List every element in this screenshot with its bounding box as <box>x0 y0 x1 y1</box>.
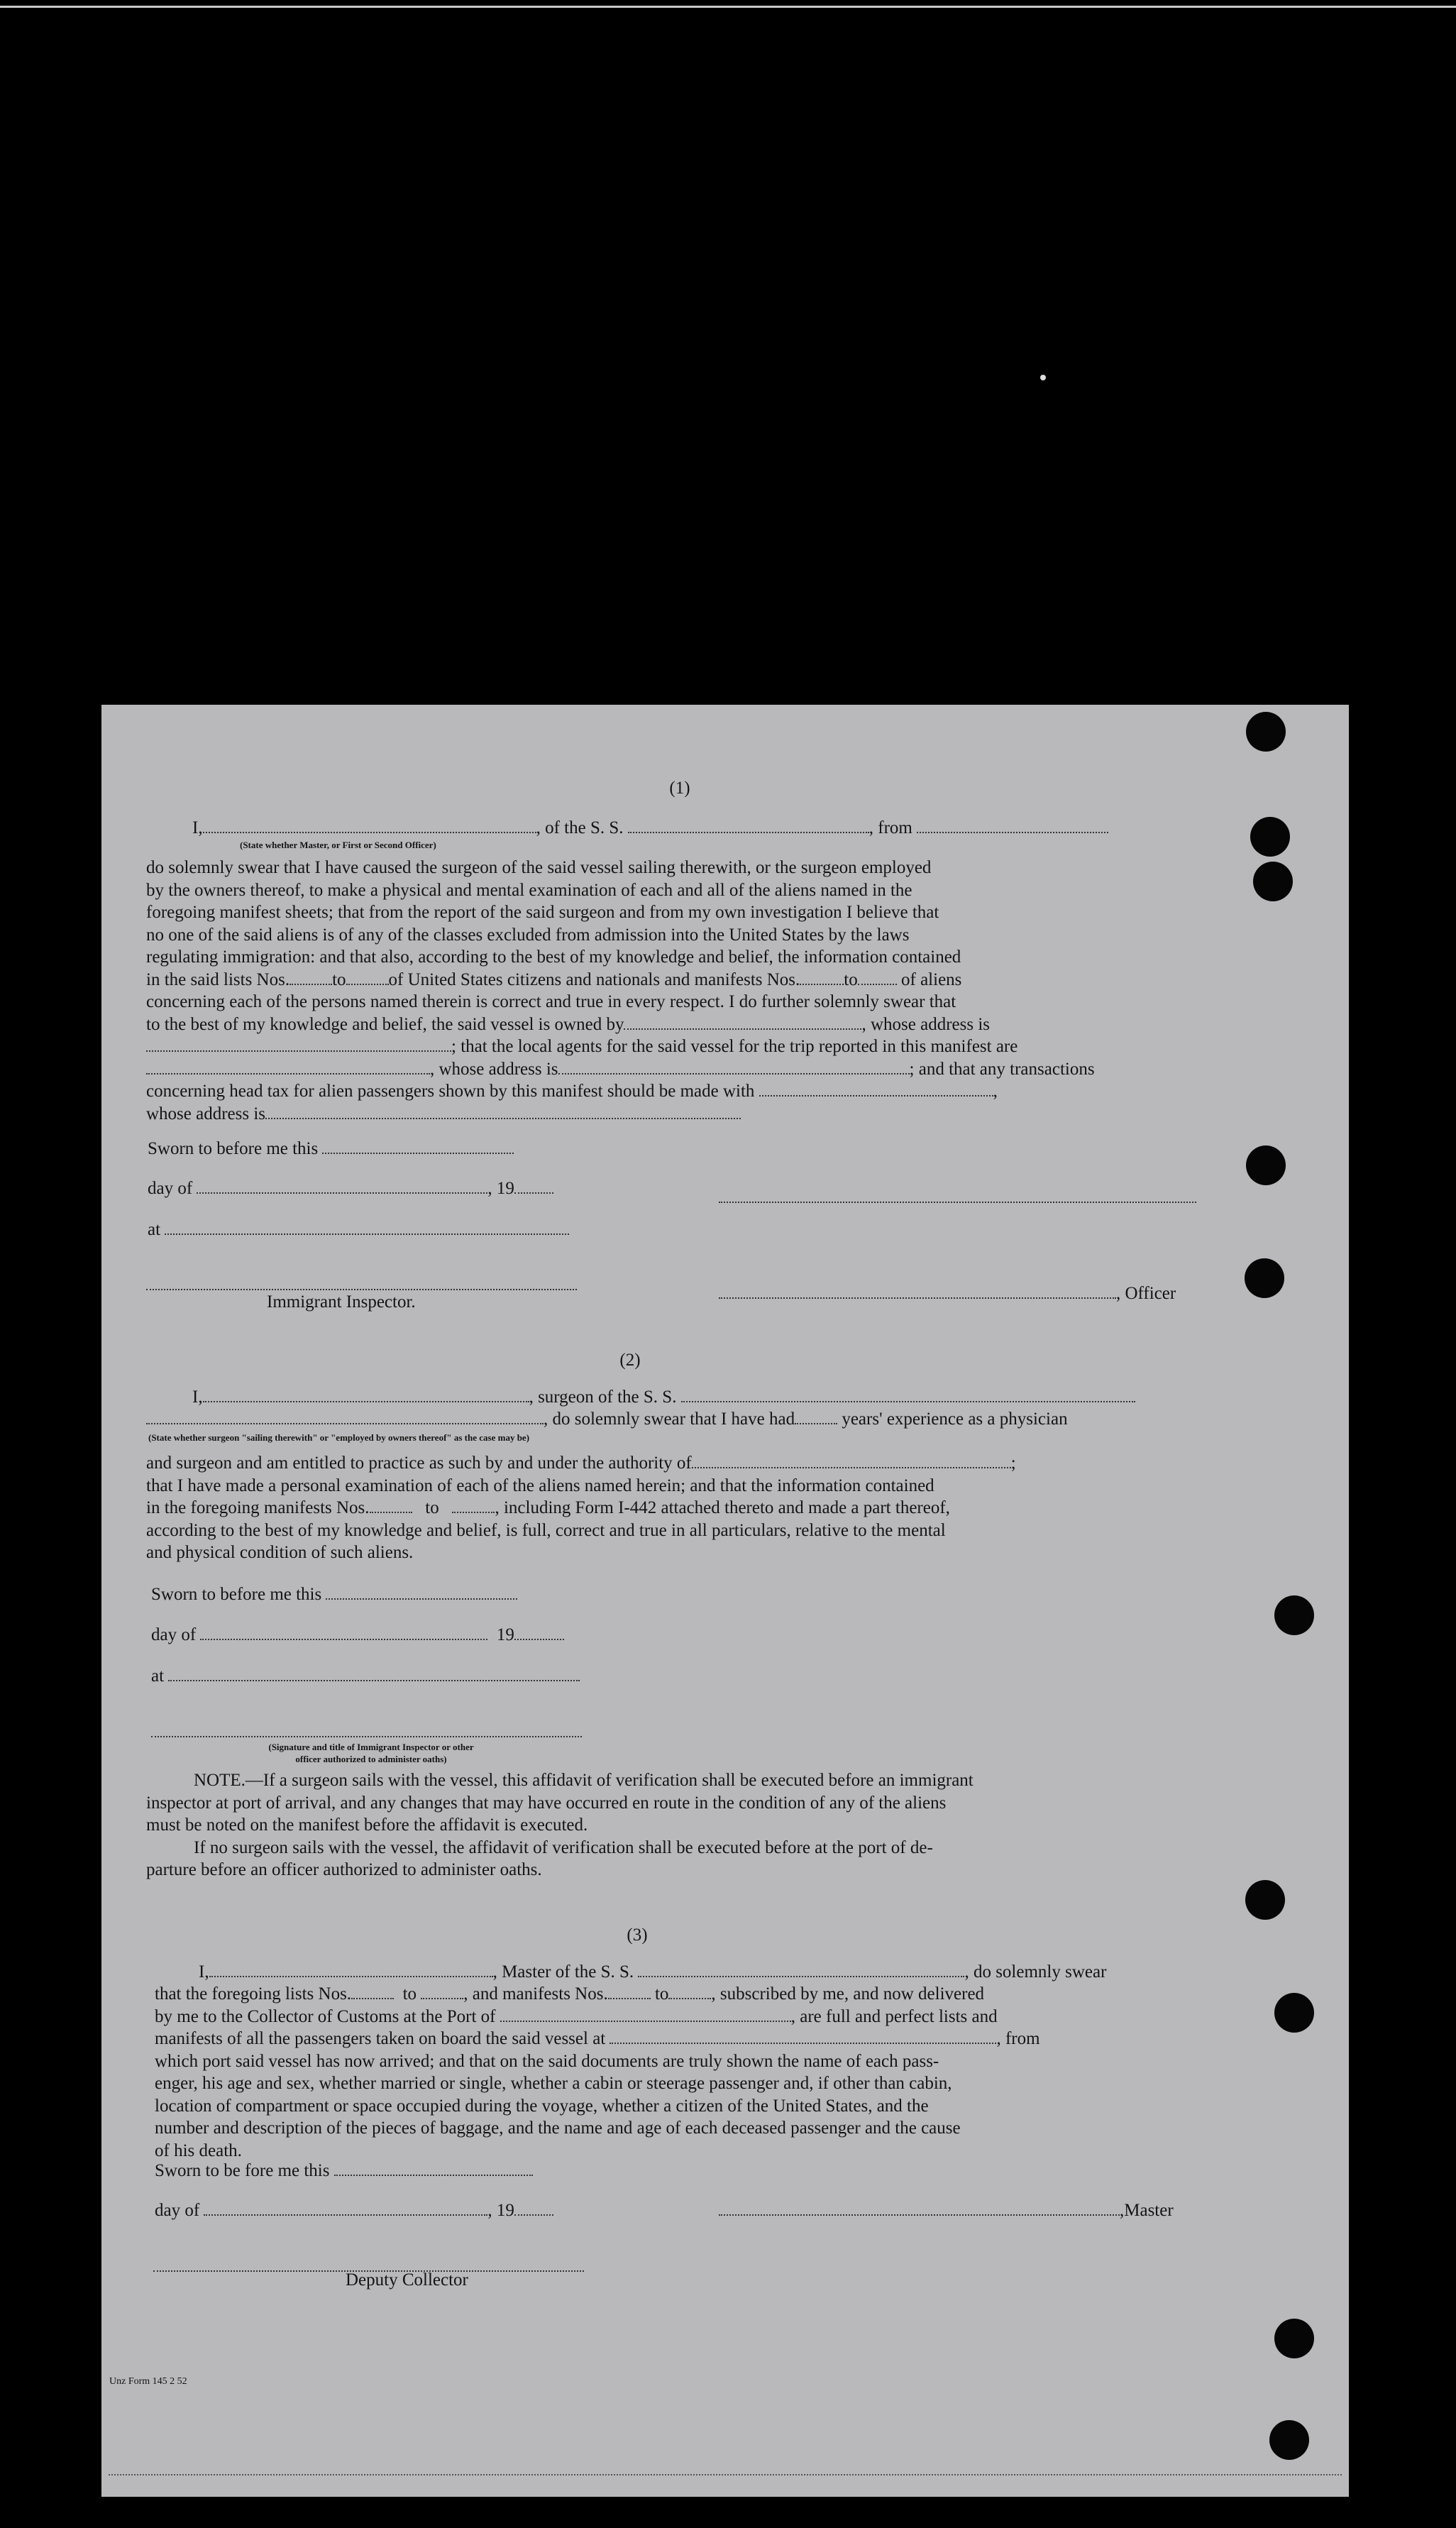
master-name-blank <box>209 1963 493 1977</box>
caption-line: officer authorized to administer oaths) <box>295 1754 447 1764</box>
headtax-blank <box>759 1082 993 1097</box>
section-2-body <box>146 1452 1303 1564</box>
text: , including Form I-442 attached thereto and made a part thereof, <box>495 1498 950 1517</box>
from-blank <box>917 819 1108 833</box>
punch-hole <box>1274 1595 1314 1635</box>
section-2-line-2 <box>146 1409 1068 1429</box>
list-to-blank <box>346 971 389 985</box>
sworn-blank <box>326 1586 517 1600</box>
text: , from <box>996 2029 1040 2048</box>
text: , whose address is <box>861 1014 990 1034</box>
manifest-to-blank <box>858 971 897 985</box>
list-to-blank <box>421 1985 463 1999</box>
dust-speck <box>1040 375 1046 380</box>
text: by me to the Collector of Customs at the Port of <box>155 2006 496 2026</box>
body-line: that I have made a personal examination of each of the aliens named herein; and that the information contained <box>146 1475 934 1495</box>
body-line: regulating immigration: and that also, according to the best of my knowledge and belief, the information contained <box>146 947 961 967</box>
text: at <box>148 1220 161 1239</box>
officer-line <box>719 1284 1176 1304</box>
agent-blank <box>146 1060 430 1075</box>
body-line-authority <box>146 1452 1303 1475</box>
punch-hole <box>1246 1145 1286 1185</box>
text: , and manifests Nos. <box>463 1984 608 2004</box>
text: , <box>993 1082 998 1101</box>
manifest-from-blank <box>370 1499 412 1513</box>
text: , 19 <box>487 2201 514 2220</box>
text: , do solemnly swear that I have had <box>544 1409 795 1429</box>
agent-address-blank <box>558 1060 910 1075</box>
text: at <box>151 1666 165 1686</box>
body-line-lists <box>146 969 1299 991</box>
body-line: foregoing manifest sheets; that from the report of the said surgeon and from my own investigation I believe that <box>146 903 939 922</box>
text-from: , from <box>868 818 912 837</box>
body-line: do solemnly swear that I have caused the surgeon of the said vessel sailing therewith, or the surgeon employed <box>146 858 932 877</box>
owner-blank <box>624 1016 861 1030</box>
text: day of <box>151 1625 197 1644</box>
master-vessel-blank <box>638 1963 964 1977</box>
punch-hole <box>1250 817 1290 857</box>
text: of United States citizens and nationals and manifests Nos. <box>388 969 800 989</box>
section-2-number: (2) <box>619 1351 641 1370</box>
boarded-at-blank <box>610 2030 996 2044</box>
immigrant-inspector: Immigrant Inspector. <box>267 1292 416 1312</box>
body-line: according to the best of my knowledge and belief, is full, correct and true in all particulars, relative to the mental <box>146 1520 946 1540</box>
text: and surgeon and am entitled to practice as such by and under the authority of <box>146 1453 692 1473</box>
punch-hole <box>1245 1880 1285 1920</box>
section-3-number: (3) <box>627 1925 648 1945</box>
signature-caption <box>201 1741 541 1765</box>
text: Sworn to be fore me this <box>155 2161 330 2180</box>
body-line: of his death. <box>155 2140 242 2160</box>
text: Sworn to before me this <box>148 1139 319 1158</box>
body-line-headtax <box>146 1080 1299 1103</box>
year-blank <box>514 2202 553 2216</box>
text: to <box>654 1984 669 2004</box>
master-caption: (State whether Master, or First or Second Officer) <box>240 840 436 850</box>
text: to <box>332 969 346 989</box>
body-line-agents <box>146 1035 1299 1058</box>
body-line: concerning each of the persons named therein is correct and true in every respect. I do further solemnly swear that <box>146 992 956 1011</box>
text: whose address is <box>146 1104 266 1123</box>
sworn-blank <box>334 2162 533 2176</box>
day-of-1 <box>148 1179 553 1199</box>
inspector-signature-line <box>146 1289 577 1290</box>
owner-address-blank <box>146 1038 451 1052</box>
body-line: by the owners thereof, to make a physical and mental examination of each and all of the aliens named in the <box>146 880 912 900</box>
master-signature-line <box>719 2201 1174 2221</box>
body-line-agent-address <box>146 1058 1299 1081</box>
text: of aliens <box>901 969 962 989</box>
at-blank <box>168 1667 580 1681</box>
text: to <box>402 1984 417 2004</box>
manifest-to-blank <box>452 1499 495 1513</box>
text: day of <box>148 1179 193 1198</box>
section-1-number: (1) <box>669 779 690 798</box>
text: , surgeon of the S. S. <box>529 1387 677 1407</box>
body-line: and physical condition of such aliens. <box>146 1543 414 1562</box>
text: in the said lists Nos. <box>146 969 290 989</box>
text: ; that the local agents for the said vessel for the trip reported in this manifest are <box>451 1037 1018 1056</box>
note-line: must be noted on the manifest before the affidavit is executed. <box>146 1815 588 1835</box>
text: , Master of the S. S. <box>492 1962 634 1982</box>
at-2 <box>151 1666 580 1686</box>
text: , are full and perfect lists and <box>790 2006 998 2026</box>
text: to <box>844 969 858 989</box>
day-of-2 <box>151 1625 564 1645</box>
punch-hole <box>1245 1258 1284 1298</box>
vessel-blank <box>628 819 869 833</box>
day-of-3 <box>155 2201 553 2221</box>
surgeon-name-blank <box>203 1388 529 1402</box>
text: that the foregoing lists Nos. <box>155 1984 352 2004</box>
deputy-collector: Deputy Collector <box>346 2270 468 2290</box>
years-blank <box>795 1410 837 1424</box>
text: Sworn to before me this <box>151 1585 322 1604</box>
surgeon-caption: (State whether surgeon "sailing therewith" or "employed by owners thereof" as the case may be) <box>148 1432 530 1443</box>
note-line: NOTE.—If a surgeon sails with the vessel, this affidavit of verification shall be executed before an immigrant <box>194 1771 974 1790</box>
note-line: If no surgeon sails with the vessel, the affidavit of verification shall be executed before at the port of de- <box>194 1837 933 1857</box>
day-blank <box>200 1626 487 1640</box>
body-line-port <box>155 2006 1304 2028</box>
name-blank <box>203 819 536 833</box>
text: ,Master <box>1120 2201 1174 2220</box>
text: 19 <box>496 1625 514 1644</box>
port-blank <box>500 2008 791 2022</box>
body-line: no one of the said aliens is of any of the classes excluded from admission into the United States by the laws <box>146 925 910 945</box>
year-blank <box>514 1180 553 1194</box>
caption-line: (Signature and title of Immigrant Inspector or other <box>268 1742 474 1752</box>
officer-blank <box>719 1285 1116 1299</box>
body-line-lists <box>155 1983 1304 2006</box>
text: concerning head tax for alien passengers shown by this manifest should be made with <box>146 1082 755 1101</box>
note-line: inspector at port of arrival, and any changes that may have occurred en route in the condition of any of the aliens <box>146 1793 947 1813</box>
section-1-body <box>146 857 1299 1125</box>
text: years' experience as a physician <box>842 1409 1068 1429</box>
at-1 <box>148 1220 569 1240</box>
text: I, <box>199 1962 209 1982</box>
text: in the foregoing manifests Nos. <box>146 1498 370 1517</box>
list-from-blank <box>351 1985 394 1999</box>
text: I, <box>192 1387 203 1407</box>
day-blank <box>197 1180 487 1194</box>
form-number: Unz Form 145 2 52 <box>109 2376 187 2387</box>
punch-hole <box>1269 2420 1309 2460</box>
text: , do solemnly swear <box>964 1962 1107 1982</box>
master-blank <box>719 2202 1120 2216</box>
manifest-from-blank <box>608 1985 651 1999</box>
text: to the best of my knowledge and belief, the said vessel is owned by <box>146 1014 624 1034</box>
body-line-boarded <box>155 2028 1304 2050</box>
officer-signature-line <box>719 1202 1196 1203</box>
at-blank <box>165 1221 569 1235</box>
text: ; <box>1010 1453 1016 1473</box>
text: day of <box>155 2201 200 2220</box>
list-from-blank <box>289 971 332 985</box>
note-line: parture before an officer authorized to administer oaths. <box>146 1860 542 1879</box>
punch-hole <box>1246 712 1286 752</box>
manifest-to-blank <box>668 1985 711 1999</box>
body-line: which port said vessel has now arrived; and that on the said documents are truly shown the name of each pass- <box>155 2051 939 2071</box>
text-i: I, <box>192 818 203 837</box>
year-blank <box>514 1626 564 1640</box>
surgeon-status-blank <box>146 1410 544 1424</box>
section-2-line-1 <box>192 1387 1135 1407</box>
body-line-address <box>146 1103 1299 1126</box>
text: , subscribed by me, and now delivered <box>711 1984 985 2004</box>
section-3-line-1 <box>199 1962 1106 1982</box>
body-line: number and description of the pieces of baggage, and the name and age of each deceased passenger and the cause <box>155 2118 961 2138</box>
text: ; and that any transactions <box>909 1059 1095 1079</box>
body-line: location of compartment or space occupied during the voyage, whether a citizen of the United States, and the <box>155 2096 929 2116</box>
sworn-1 <box>148 1139 514 1159</box>
text: , 19 <box>487 1179 514 1198</box>
bottom-page-edge <box>109 2474 1342 2483</box>
note-paragraph <box>146 1769 1303 1881</box>
text: to <box>425 1498 439 1517</box>
surgeon-vessel-blank <box>681 1388 1135 1402</box>
body-line-manifests <box>146 1497 1303 1519</box>
punch-hole <box>1274 2319 1314 2358</box>
inspector-signature-line-2 <box>151 1736 582 1737</box>
text: , Officer <box>1116 1284 1176 1303</box>
top-border-line <box>0 6 1456 8</box>
manifest-affidavit-page <box>101 705 1349 2497</box>
section-3-body <box>155 1983 1304 2162</box>
section-1-line-1 <box>192 818 1108 838</box>
headtax-address-blank <box>265 1105 741 1119</box>
sworn-2 <box>151 1585 517 1605</box>
body-line: enger, his age and sex, whether married or single, whether a cabin or steerage passenger and, if other than cabin, <box>155 2074 952 2093</box>
text: manifests of all the passengers taken on board the said vessel at <box>155 2029 606 2048</box>
body-line-owner <box>146 1013 1299 1036</box>
text: , whose address is <box>430 1059 558 1079</box>
authority-blank <box>692 1454 1011 1468</box>
sworn-3 <box>155 2161 533 2181</box>
day-blank <box>204 2202 487 2216</box>
sworn-blank <box>322 1140 514 1154</box>
text-of-ss: , of the S. S. <box>536 818 624 837</box>
manifest-from-blank <box>800 971 844 985</box>
